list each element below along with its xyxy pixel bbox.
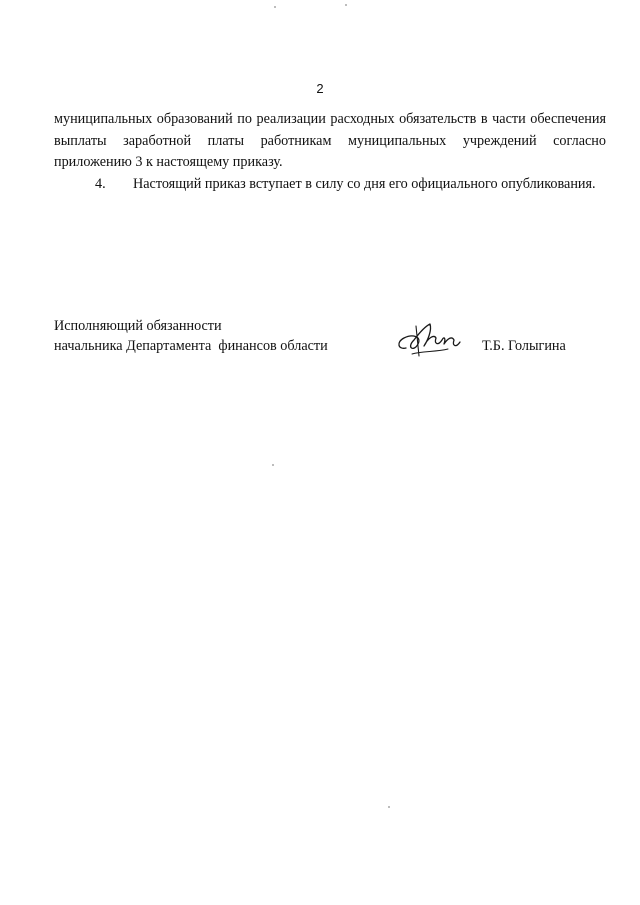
scan-speck	[274, 6, 276, 8]
scan-speck	[345, 4, 347, 6]
position-line-1: Исполняющий обязанности	[54, 318, 222, 334]
handwritten-signature	[392, 318, 462, 360]
body-paragraph: муниципальных образований по реализации расходных обязательств в части обеспечения выплаты заработной платы работникам муниципальных учреждений согласно приложению 3 к настоящему приказу.	[54, 111, 606, 170]
signer-name: Т.Б. Голыгина	[482, 338, 566, 354]
item-text: Настоящий приказ вступает в силу со дня его официального опубликования.	[133, 176, 596, 192]
scan-speck	[388, 806, 390, 808]
page-number: 2	[316, 81, 324, 96]
signatory-position	[54, 316, 328, 356]
item-number: 4.	[95, 176, 106, 192]
scan-speck	[272, 464, 274, 466]
list-item	[54, 174, 606, 196]
position-line-2: начальника Департамента финансов области	[54, 338, 328, 354]
